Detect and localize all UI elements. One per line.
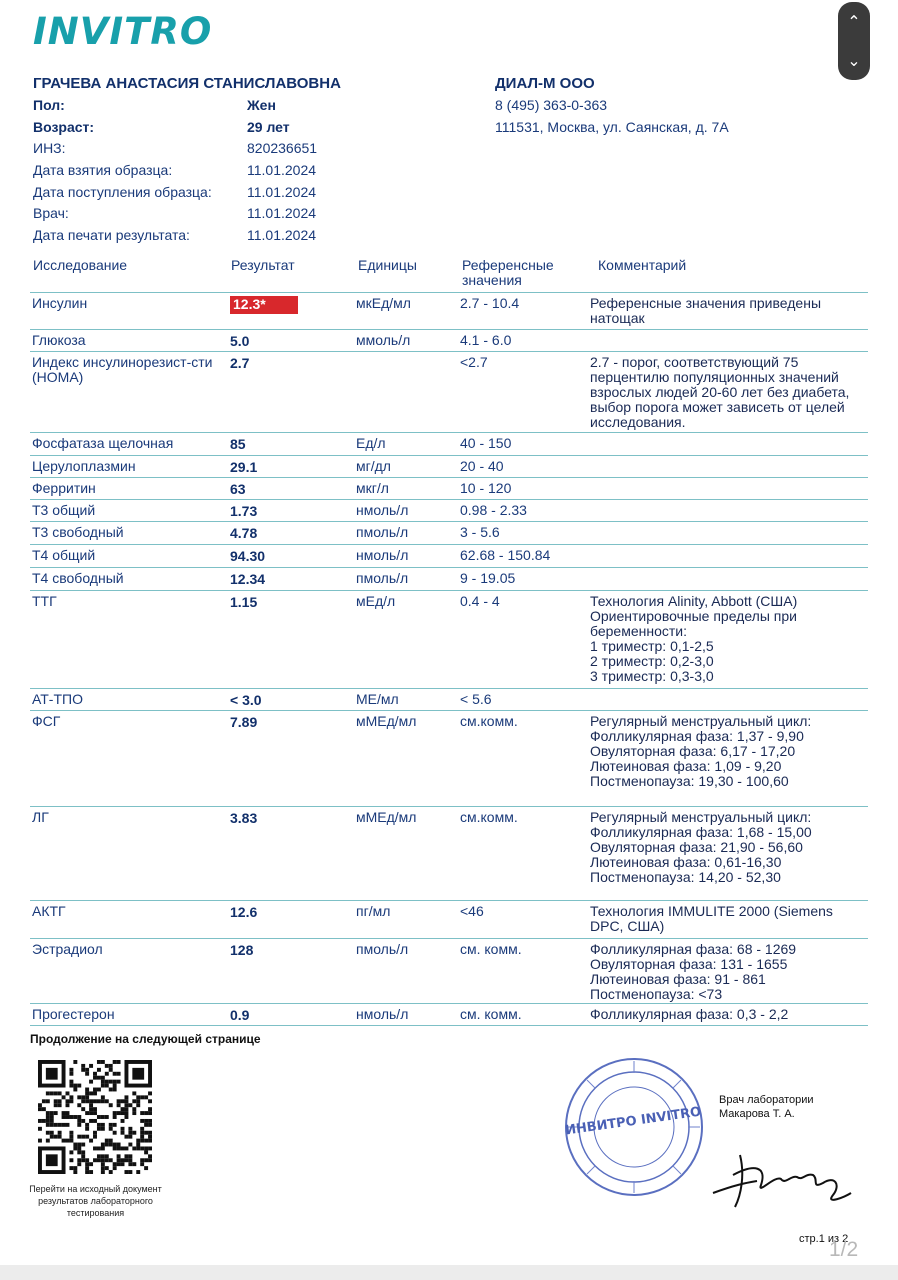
patient-field-label: Возраст: (33, 119, 95, 135)
test-result: 85 (230, 436, 246, 452)
test-comment: Регулярный менструальный цикл: Фолликулярная фаза: 1,68 - 15,00 Овуляторная фаза: 21,90 - 56,60 Лютеиновая фаза: 0,61-16,30 Постменопауза: 14,20 - 52,30 (590, 809, 812, 885)
test-reference: 2.7 - 10.4 (460, 295, 520, 311)
test-unit: мкЕд/мл (356, 295, 411, 311)
table-row (30, 710, 868, 807)
test-result: 4.78 (230, 525, 258, 541)
result-flag: 12.3* (230, 296, 298, 314)
table-row (30, 477, 868, 500)
test-result: 2.7 (230, 355, 250, 371)
test-reference: 40 - 150 (460, 435, 512, 451)
bottom-bar (0, 1265, 898, 1280)
test-name: Фосфатаза щелочная (32, 435, 174, 451)
test-name: Прогестерон (32, 1006, 115, 1022)
test-unit: нмоль/л (356, 502, 409, 518)
test-result: 29.1 (230, 459, 258, 475)
test-name: Ферритин (32, 480, 96, 496)
organization-address: 111531, Москва, ул. Саянская, д. 7А (495, 119, 729, 135)
column-header-unit: Единицы (358, 257, 417, 273)
table-row (30, 688, 868, 711)
test-name: Индекс инсулинорезист-сти (НОМА) (32, 354, 213, 385)
table-row (30, 499, 868, 522)
test-unit: мкг/л (356, 480, 389, 496)
test-unit: мг/дл (356, 458, 391, 474)
doctor-signature-icon (705, 1145, 855, 1215)
test-name: Т4 общий (32, 547, 96, 563)
test-reference: < 5.6 (460, 691, 492, 707)
patient-field-label: Врач: (33, 205, 69, 221)
organization-name: ДИАЛ-М ООО (495, 75, 595, 92)
test-reference: 0.4 - 4 (460, 593, 500, 609)
test-result: 5.0 (230, 333, 250, 349)
patient-field-label: Пол: (33, 97, 65, 113)
test-name: ТТГ (32, 593, 57, 609)
test-reference: см.комм. (460, 713, 518, 729)
test-reference: 0.98 - 2.33 (460, 502, 527, 518)
test-reference: см.комм. (460, 809, 518, 825)
test-result (230, 297, 298, 312)
test-reference: 9 - 19.05 (460, 570, 516, 586)
test-comment: Регулярный менструальный цикл: Фолликулярная фаза: 1,37 - 9,90 Овуляторная фаза: 6,17 - 17,20 Лютеиновая фаза: 1,09 - 9,20 Постменопауза: 19,30 - 100,60 (590, 713, 812, 789)
test-unit: мМЕд/мл (356, 809, 417, 825)
column-header-comment: Комментарий (598, 257, 687, 273)
table-row (30, 521, 868, 545)
test-reference: 20 - 40 (460, 458, 504, 474)
test-result: 3.83 (230, 810, 258, 826)
test-unit: МЕ/мл (356, 691, 399, 707)
patient-name: ГРАЧЕВА АНАСТАСИЯ СТАНИСЛАВОВНА (33, 75, 341, 92)
test-name: Инсулин (32, 295, 88, 311)
stamp-text: ИНВИТРО INVITRO (564, 1104, 703, 1139)
doctor-block (719, 1093, 814, 1121)
table-row (30, 938, 868, 1004)
table-row (30, 806, 868, 901)
test-result: 12.6 (230, 904, 258, 920)
test-name: Т3 свободный (32, 524, 124, 540)
test-reference: <46 (460, 903, 484, 919)
patient-field-label: Дата взятия образца: (33, 162, 173, 178)
test-unit: пмоль/л (356, 941, 409, 957)
test-name: Т3 общий (32, 502, 96, 518)
qr-code[interactable] (38, 1060, 152, 1174)
table-row (30, 900, 868, 939)
test-result: 94.30 (230, 548, 266, 564)
test-result: < 3.0 (230, 692, 262, 708)
test-unit: мМЕд/мл (356, 713, 417, 729)
chevron-up-icon[interactable]: ⌃ (847, 13, 861, 31)
patient-field-value: 11.01.2024 (247, 184, 317, 200)
test-result: 1.73 (230, 503, 258, 519)
test-unit: ммоль/л (356, 332, 411, 348)
page-scroll-control[interactable] (838, 2, 870, 80)
test-comment: Фолликулярная фаза: 68 - 1269 Овуляторная фаза: 131 - 1655 Лютеиновая фаза: 91 - 861 Постменопауза: <73 (590, 941, 797, 1002)
laboratory-stamp-icon (562, 1055, 707, 1200)
column-header-name: Исследование (33, 257, 128, 273)
page-number: стр.1 из 2 (799, 1233, 849, 1245)
test-comment: Фолликулярная фаза: 0,3 - 2,2 (590, 1006, 789, 1022)
table-row (30, 567, 868, 591)
test-result: 63 (230, 481, 246, 497)
test-reference: 4.1 - 6.0 (460, 332, 512, 348)
patient-field-value: 11.01.2024 (247, 205, 317, 221)
test-comment: 2.7 - порог, соответствующий 75 перцентилю популяционных значений взрослых людей 20-60 лет без диабета, выбор порога может зависеть от целей исследования. (590, 354, 850, 430)
test-comment: Технология Alinity, Abbott (США) Ориентировочные пределы при беременности: 1 триместр: 0,1-2,5 2 триместр: 0,2-3,0 3 триместр: 0,3-3,0 (590, 593, 798, 684)
chevron-down-icon[interactable]: ⌄ (847, 52, 861, 70)
patient-field-value: Жен (247, 97, 276, 113)
table-row (30, 590, 868, 689)
test-name: Т4 свободный (32, 570, 124, 586)
test-reference: см. комм. (460, 941, 522, 957)
table-row (30, 329, 868, 352)
test-result: 1.15 (230, 594, 258, 610)
test-unit: пмоль/л (356, 570, 409, 586)
test-name: ЛГ (32, 809, 49, 825)
test-reference: 10 - 120 (460, 480, 512, 496)
table-row (30, 455, 868, 478)
test-name: АКТГ (32, 903, 66, 919)
test-result: 0.9 (230, 1007, 250, 1023)
patient-field-value: 11.01.2024 (247, 227, 317, 243)
test-result: 128 (230, 942, 254, 958)
column-header-ref: Референсные значения (462, 257, 554, 288)
test-name: Церулоплазмин (32, 458, 136, 474)
test-result: 12.34 (230, 571, 266, 587)
patient-field-label: Дата печати результата: (33, 227, 190, 243)
test-comment: Референсные значения приведены натощак (590, 295, 822, 326)
test-unit: нмоль/л (356, 547, 409, 563)
table-bottom-rule (30, 1025, 868, 1026)
test-reference: 62.68 - 150.84 (460, 547, 551, 563)
test-reference: см. комм. (460, 1006, 522, 1022)
doctor-name: Макарова Т. А. (719, 1108, 795, 1120)
test-name: ФСГ (32, 713, 61, 729)
test-unit: пг/мл (356, 903, 391, 919)
patient-field-value: 11.01.2024 (247, 162, 317, 178)
doctor-title: Врач лаборатории (719, 1094, 814, 1106)
test-reference: 3 - 5.6 (460, 524, 500, 540)
qr-caption: Перейти на исходный документ результатов лабораторного тестирования (29, 1184, 162, 1218)
patient-field-label: ИНЗ: (33, 140, 66, 156)
test-unit: пмоль/л (356, 524, 409, 540)
test-reference: <2.7 (460, 354, 488, 370)
table-row (30, 292, 868, 330)
test-unit: мЕд/л (356, 593, 396, 609)
column-header-result: Результат (231, 257, 295, 273)
continue-notice: Продолжение на следующей странице (30, 1032, 261, 1046)
test-result: 7.89 (230, 714, 258, 730)
invitro-logo: INVITRO (33, 10, 213, 53)
test-name: АТ-ТПО (32, 691, 83, 707)
test-unit: Ед/л (356, 435, 386, 451)
patient-field-value: 820236651 (247, 140, 318, 156)
table-row (30, 432, 868, 456)
patient-field-label: Дата поступления образца: (33, 184, 212, 200)
table-row (30, 351, 868, 433)
page-indicator: 1/2 (829, 1238, 859, 1261)
test-name: Эстрадиол (32, 941, 103, 957)
test-name: Глюкоза (32, 332, 86, 348)
table-row (30, 1003, 868, 1026)
patient-field-value: 29 лет (247, 119, 290, 135)
table-row (30, 544, 868, 568)
test-unit: нмоль/л (356, 1006, 409, 1022)
organization-phone: 8 (495) 363-0-363 (495, 97, 608, 113)
test-comment: Технология IMMULITE 2000 (Siemens DPC, США) (590, 903, 833, 934)
